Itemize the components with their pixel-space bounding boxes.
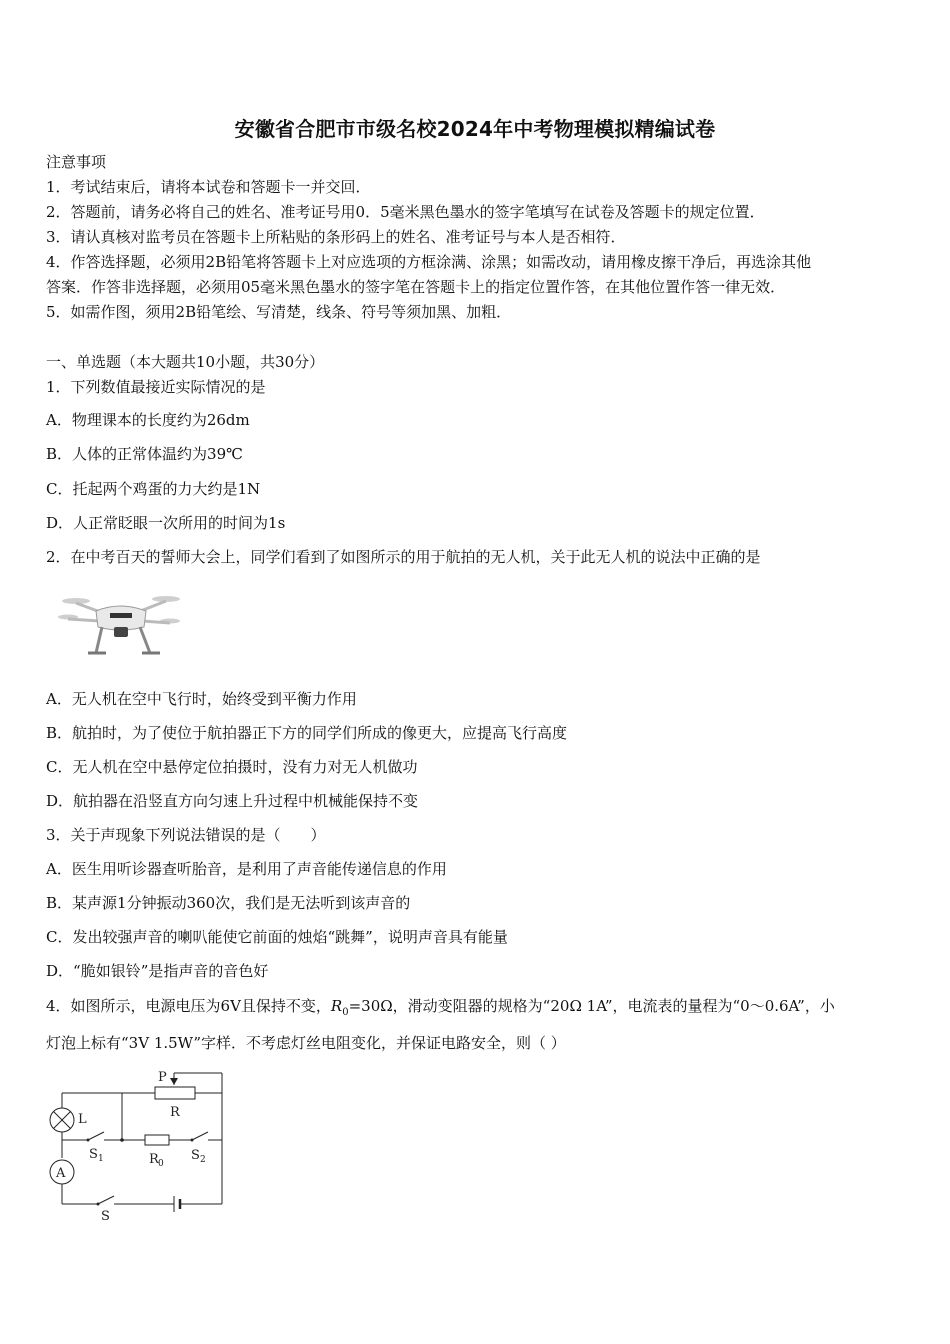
question-1-stem: 1．下列数值最接近实际情况的是 (46, 378, 266, 396)
notice-item: 1．考试结束后，请将本试卷和答题卡一并交回． (46, 178, 371, 196)
label-s1-sub: 1 (98, 1154, 104, 1164)
drone-illustration (58, 587, 182, 663)
junction-dot (120, 1138, 124, 1142)
page-title: 安徽省合肥市市级名校2024年中考物理模拟精编试卷 (234, 117, 716, 141)
question-1-option-c: C．托起两个鸡蛋的力大约是1N (46, 480, 261, 498)
label-l: L (78, 1112, 87, 1127)
notice-item: 3．请认真核对监考员在答题卡上所粘贴的条形码上的姓名、准考证号与本人是否相符． (46, 228, 626, 246)
section-heading: 一、单选题（本大题共10小题，共30分） (46, 353, 325, 371)
notice-item: 2．答题前，请务必将自己的姓名、准考证号用0．5毫米黑色墨水的签字笔填写在试卷及答题卡的规定位置． (46, 203, 765, 221)
slider-arrow (170, 1078, 178, 1085)
switch-pivot (191, 1139, 194, 1142)
label-ammeter: A (56, 1166, 66, 1181)
switch-pivot (97, 1203, 100, 1206)
question-3-option-d: D．“脆如银铃”是指声音的音色好 (46, 962, 269, 980)
label-p: P (158, 1070, 167, 1085)
switch-s2 (192, 1132, 208, 1140)
rheostat-symbol (155, 1087, 195, 1099)
label-s1: S (89, 1147, 98, 1162)
switch-pivot (87, 1139, 90, 1142)
notice-item: 5．如需作图，须用2B铅笔绘、写清楚，线条、符号等须加黑、加粗． (46, 303, 512, 321)
drone-image (58, 587, 182, 663)
question-2-stem: 2．在中考百天的誓师大会上，同学们看到了如图所示的用于航拍的无人机，关于此无人机的说法中正确的是 (46, 548, 761, 566)
circuit-svg (40, 1068, 240, 1228)
question-4-stem (46, 996, 835, 1023)
notice-item: 4．作答选择题，必须用2B铅笔将答题卡上对应选项的方框涂满、涂黑；如需改动，请用橡皮擦干净后，再选涂其他 (46, 253, 812, 271)
circuit-diagram (40, 1068, 240, 1228)
question-2-option-a: A．无人机在空中飞行时，始终受到平衡力作用 (46, 690, 357, 708)
switch-s (98, 1196, 114, 1204)
r0-symbol (145, 1135, 169, 1145)
question-3-option-a: A．医生用听诊器查听胎音，是利用了声音能传递信息的作用 (46, 860, 447, 878)
question-2-option-c: C．无人机在空中悬停定位拍摄时，没有力对无人机做功 (46, 758, 418, 776)
label-s: S (101, 1209, 110, 1224)
label-s2-sub: 2 (200, 1155, 206, 1165)
question-4-stem-part1: 4．如图所示，电源电压为6V且保持不变， (46, 997, 331, 1015)
question-4-stem-line2: 灯泡上标有“3V 1.5W”字样．不考虑灯丝电阻变化，并保证电路安全，则（ ） (46, 1034, 566, 1052)
question-3-option-b: B．某声源1分钟振动360次，我们是无法听到该声音的 (46, 894, 411, 912)
switch-s1 (88, 1132, 104, 1140)
r0-symbol: R (330, 997, 343, 1015)
question-3-option-c: C．发出较强声音的喇叭能使它前面的烛焰“跳舞”，说明声音具有能量 (46, 928, 508, 946)
r0-subscript: 0 (342, 1007, 349, 1018)
question-1-option-b: B．人体的正常体温约为39℃ (46, 445, 243, 463)
question-2-option-d: D．航拍器在沿竖直方向匀速上升过程中机械能保持不变 (46, 792, 419, 810)
question-2-option-b: B．航拍时，为了使位于航拍器正下方的同学们所成的像更大，应提高飞行高度 (46, 724, 568, 742)
question-3-stem: 3．关于声现象下列说法错误的是（ ） (46, 826, 326, 844)
question-1-option-d: D．人正常眨眼一次所用的时间为1s (46, 514, 286, 532)
label-s2: S (191, 1148, 200, 1163)
notice-item: 答案．作答非选择题，必须用05毫米黑色墨水的签字笔在答题卡上的指定位置作答，在其他位置作答一律无效． (46, 278, 786, 296)
label-r0-sub: 0 (158, 1159, 164, 1169)
label-r0: R (149, 1152, 159, 1167)
question-4-stem-part2: =30Ω，滑动变阻器的规格为“20Ω 1A”，电流表的量程为“0～0.6A”，小 (348, 997, 835, 1015)
notice-heading: 注意事项 (46, 153, 107, 171)
label-r: R (170, 1105, 180, 1120)
question-1-option-a: A．物理课本的长度约为26dm (46, 411, 250, 429)
